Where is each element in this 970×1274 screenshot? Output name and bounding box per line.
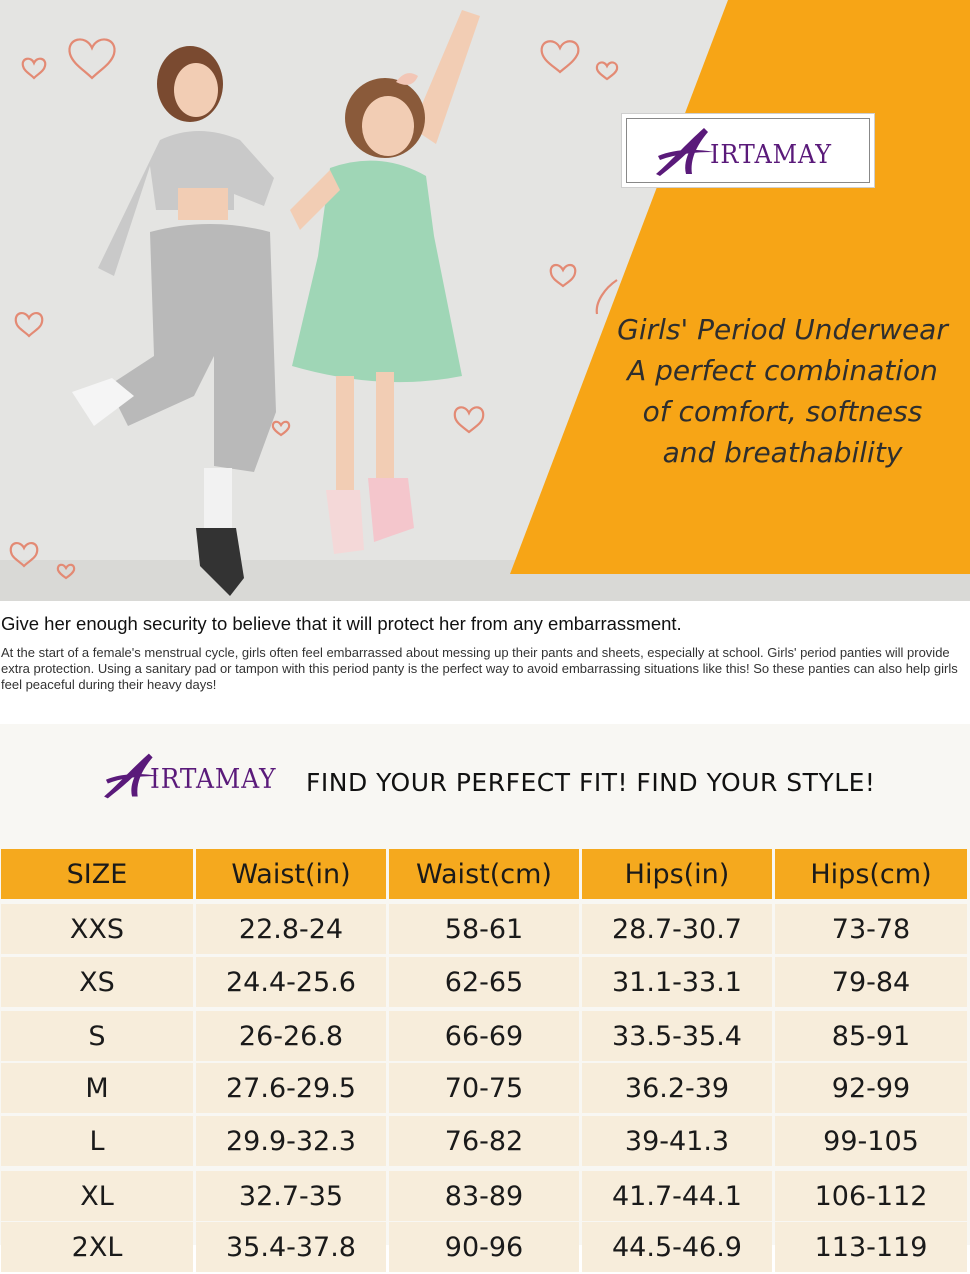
table-cell: S xyxy=(1,1011,193,1061)
orange-panel xyxy=(510,0,970,574)
table-cell: 73-78 xyxy=(775,904,967,954)
table-cell: 33.5-35.4 xyxy=(582,1011,772,1061)
table-cell: 39-41.3 xyxy=(582,1116,772,1166)
table-cell: 90-96 xyxy=(389,1222,579,1272)
table-cell: XL xyxy=(1,1171,193,1221)
intro-body: At the start of a female's menstrual cycle, girls often feel embarrassed about messing up their pants and sheets, especially at school. Girls' period panties will provide extra protection. Using a sanitary pad or tampon with this period panty is the perfect way to avoid embarrassing situations like this! So these panties can also help girls feel peaceful during their heavy days! xyxy=(1,645,958,692)
hero-illustration xyxy=(0,0,970,601)
hero-banner xyxy=(0,0,970,601)
brand-logo-text: IRTAMAY xyxy=(150,764,277,795)
table-row xyxy=(0,1116,970,1168)
table-header-row xyxy=(0,849,970,901)
table-cell: 113-119 xyxy=(775,1222,967,1272)
table-cell: 79-84 xyxy=(775,957,967,1007)
table-cell: M xyxy=(1,1063,193,1113)
table-cell: 106-112 xyxy=(775,1171,967,1221)
table-row xyxy=(0,957,970,1009)
table-cell: 32.7-35 xyxy=(196,1171,386,1221)
table-cell: XS xyxy=(1,957,193,1007)
column-header: Waist(cm) xyxy=(389,849,579,899)
size-chart-title: FIND YOUR PERFECT FIT! FIND YOUR STYLE! xyxy=(306,768,876,797)
table-row xyxy=(0,1171,970,1223)
table-cell: 85-91 xyxy=(775,1011,967,1061)
table-cell: 26-26.8 xyxy=(196,1011,386,1061)
table-row xyxy=(0,1063,970,1115)
table-cell: 24.4-25.6 xyxy=(196,957,386,1007)
tagline-line: Girls' Period Underwear xyxy=(617,313,948,346)
table-cell: 2XL xyxy=(1,1222,193,1272)
column-header: Waist(in) xyxy=(196,849,386,899)
table-cell: 58-61 xyxy=(389,904,579,954)
table-cell: 66-69 xyxy=(389,1011,579,1061)
column-header: Hips(in) xyxy=(582,849,772,899)
banner-tagline xyxy=(600,309,965,473)
girl-figure xyxy=(290,10,480,554)
column-header: SIZE xyxy=(1,849,193,899)
table-cell: 28.7-30.7 xyxy=(582,904,772,954)
brand-logo-box xyxy=(621,113,875,188)
table-cell: 92-99 xyxy=(775,1063,967,1113)
table-cell: 76-82 xyxy=(389,1116,579,1166)
brand-logo-text: IRTAMAY xyxy=(710,140,833,170)
table-cell: 99-105 xyxy=(775,1116,967,1166)
table-row xyxy=(0,1011,970,1063)
table-cell: 29.9-32.3 xyxy=(196,1116,386,1166)
intro-headline: Give her enough security to believe that it will protect her from any embarrassment. xyxy=(1,613,682,634)
column-header: Hips(cm) xyxy=(775,849,967,899)
table-cell: 44.5-46.9 xyxy=(582,1222,772,1272)
table-cell: 35.4-37.8 xyxy=(196,1222,386,1272)
table-row xyxy=(0,904,970,956)
table-cell: 41.7-44.1 xyxy=(582,1171,772,1221)
tagline-line: A perfect combination xyxy=(627,354,938,387)
table-cell: 36.2-39 xyxy=(582,1063,772,1113)
table-cell: 31.1-33.1 xyxy=(582,957,772,1007)
table-row xyxy=(0,1222,970,1274)
tagline-line: of comfort, softness xyxy=(642,395,923,428)
table-cell: 70-75 xyxy=(389,1063,579,1113)
tagline-line: and breathability xyxy=(662,436,903,469)
table-cell: XXS xyxy=(1,904,193,954)
table-cell: 83-89 xyxy=(389,1171,579,1221)
table-cell: 22.8-24 xyxy=(196,904,386,954)
woman-figure xyxy=(72,46,276,596)
table-cell: L xyxy=(1,1116,193,1166)
table-cell: 62-65 xyxy=(389,957,579,1007)
table-cell: 27.6-29.5 xyxy=(196,1063,386,1113)
